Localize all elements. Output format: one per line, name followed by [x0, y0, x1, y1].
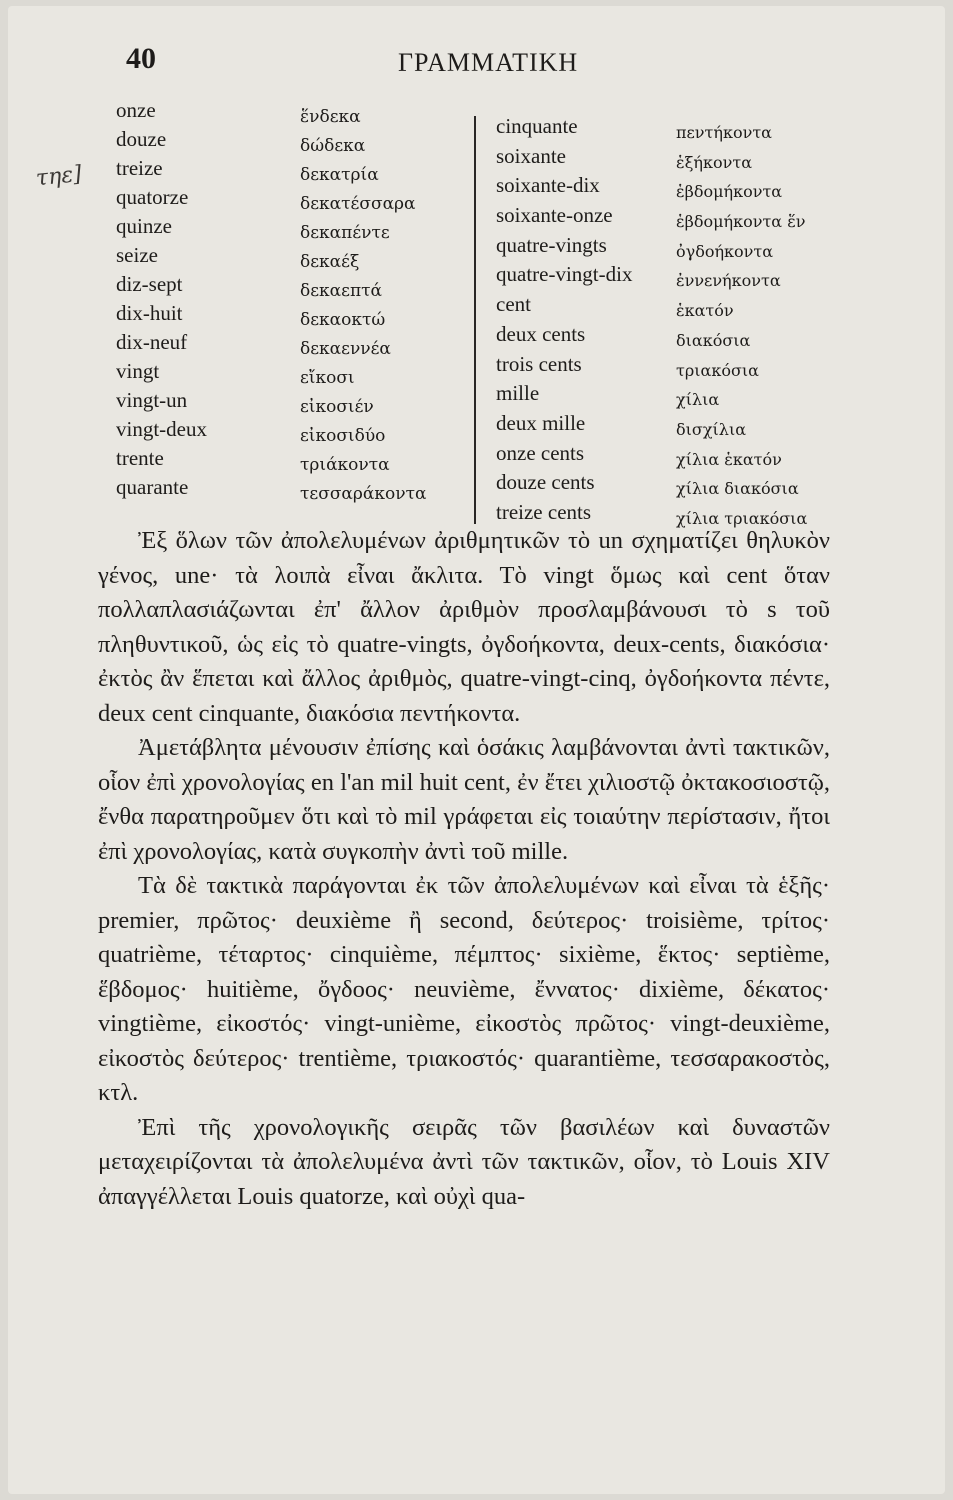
list-item: vingt-deux — [116, 417, 207, 441]
numeral-list-greek-left — [300, 103, 426, 509]
list-item: douze cents — [496, 470, 595, 495]
list-item: soixante — [496, 143, 566, 168]
list-item: quinze — [116, 214, 172, 238]
list-item: χίλια ἑκατόν — [676, 449, 782, 469]
list-item: δεκατέσσαρα — [300, 194, 416, 214]
list-item: δεκαπέντε — [300, 223, 390, 243]
list-item: douze — [116, 127, 167, 151]
paragraph: Ἀμετάβλητα μένουσιν ἐπίσης καὶ ὁσάκις λαμβάνονται ἀντὶ τακτικῶν, οἷον ἐπὶ χρονολογίας en l'an mil huit cent, ἐν ἔτει χιλιοστῷ ὀκτακοσιοστῷ, ἔνθα παρατηροῦμεν ὅτι καὶ τὸ mil γράφεται εἰς τοιαύτην περίστασιν, ἤτοι ἐπὶ χρονολογίας, κατὰ συγκοπὴν ἀντὶ τοῦ mille. — [98, 734, 830, 865]
numeral-list-greek-right — [676, 118, 807, 534]
list-item: soixante-onze — [496, 203, 613, 228]
list-item: ἑκατόν — [676, 301, 734, 321]
list-item: δεκαοκτώ — [300, 310, 386, 330]
list-item: δεκαεννέα — [300, 339, 391, 359]
list-item: τριάκοντα — [300, 455, 390, 475]
list-item: treize — [116, 156, 163, 180]
list-item: vingt-un — [116, 388, 188, 412]
list-item: χίλια — [676, 390, 720, 410]
list-item: cinquante — [496, 114, 578, 138]
paragraph: Τὰ δὲ τακτικὰ παράγονται ἐκ τῶν ἀπολελυμένων καὶ εἶναι τὰ ἑξῆς· premier, πρῶτος· deuxième ἢ second, δεύτερος· troisième, τρίτος· quatrième, τέταρτος· cinquième, πέμπτος· sixième, ἕκτος· septième, ἕβδομος· huitième, ὄγδοος· neuvième, ἔννατος· dixième, δέκατος· vingtième, εἰκοστός· vingt-unième, εἰκοστὸς πρῶτος· vingt-deuxième, εἰκοστὸς δεύτερος· trentième, τριακοστός· quarantième, τεσσαρακοστὸς, κτλ. — [98, 872, 830, 1106]
column-divider — [474, 116, 476, 524]
list-item: trente — [116, 446, 164, 470]
list-item: εἴκοσι — [300, 368, 355, 388]
body-text — [98, 524, 830, 1214]
list-item: diz-sept — [116, 272, 183, 296]
list-item: trois cents — [496, 351, 582, 376]
list-item: τεσσαράκοντα — [300, 484, 427, 504]
page-number: 40 — [126, 42, 156, 75]
list-item: dix-neuf — [116, 330, 188, 354]
numeral-list-french-left — [116, 96, 207, 502]
list-item: χίλια διακόσια — [676, 479, 799, 499]
list-item: treize cents — [496, 499, 592, 524]
list-item: πεντήκοντα — [676, 123, 772, 142]
list-item: ἕνδεκα — [300, 107, 361, 127]
list-item: seize — [116, 243, 158, 267]
page-header — [0, 36, 953, 76]
list-item: δισχίλια — [676, 419, 747, 439]
paragraph: Ἐξ ὅλων τῶν ἀπολελυμένων ἀριθμητικῶν τὸ un σχηματίζει θηλυκὸν γένος, une· τὰ λοιπὰ εἶναι ἄκλιτα. Τὸ vingt ὅμως καὶ cent ὅταν πολλαπλασιάζωνται ἐπ' ἄλλον ἀριθμὸν προσλαμβάνουσι τὸ s τοῦ πληθυντικοῦ, ὡς εἰς τὸ quatre-vingts, ὀγδοήκοντα, deux-cents, διακόσια· ἐκτὸς ἂν ἕπεται καὶ ἄλλος ἀριθμὸς, quatre-vingt-cinq, ὀγδοήκοντα πέντε, deux cent cinquante, διακόσια πεντήκοντα. — [98, 527, 830, 727]
list-item: ὀγδοήκοντα — [676, 241, 774, 261]
list-item: deux mille — [496, 410, 586, 435]
list-item: quarante — [116, 475, 189, 499]
list-item: deux cents — [496, 321, 586, 346]
list-item: χίλια τριακόσια — [676, 508, 808, 528]
list-item: εἰκοσιέν — [300, 397, 374, 417]
list-item: δεκαέξ — [300, 252, 360, 272]
list-item: ἑβδομήκοντα — [676, 182, 783, 202]
list-item: onze cents — [496, 440, 585, 465]
list-item: vingt — [116, 359, 160, 383]
list-item: onze — [116, 98, 156, 122]
list-item: quatre-vingt-dix — [496, 262, 633, 287]
list-item: quatorze — [116, 185, 189, 209]
list-item: τριακόσια — [676, 360, 759, 380]
list-item: ἑξήκοντα — [676, 152, 752, 172]
list-item: soixante-dix — [496, 173, 600, 198]
running-title: ΓΡΑΜΜΑΤΙΚΗ — [398, 48, 579, 77]
list-item: quatre-vingts — [496, 232, 607, 257]
numeral-list-french-right — [496, 112, 632, 528]
list-item: cent — [496, 292, 531, 317]
list-item: mille — [496, 381, 540, 406]
list-item: dix-huit — [116, 301, 183, 325]
list-item: ἑβδομήκοντα ἕν — [676, 212, 806, 232]
paragraph: Ἐπὶ τῆς χρονολογικῆς σειρᾶς τῶν βασιλέων καὶ δυναστῶν μεταχειρίζονται τὰ ἀπολελυμένα ἀντὶ τῶν τακτικῶν, οἷον, τὸ Louis XIV ἀπαγγέλλεται Louis quatorze, καὶ οὐχὶ qua- — [98, 1113, 830, 1210]
list-item: δώδεκα — [300, 136, 366, 156]
list-item: εἰκοσιδύο — [300, 426, 386, 446]
list-item: δεκαεπτά — [300, 281, 383, 301]
handwritten-margin-note: τηε] — [34, 161, 83, 192]
list-item: δεκατρία — [300, 165, 379, 185]
list-item: διακόσια — [676, 330, 751, 350]
list-item: ἐννενήκοντα — [676, 271, 781, 291]
